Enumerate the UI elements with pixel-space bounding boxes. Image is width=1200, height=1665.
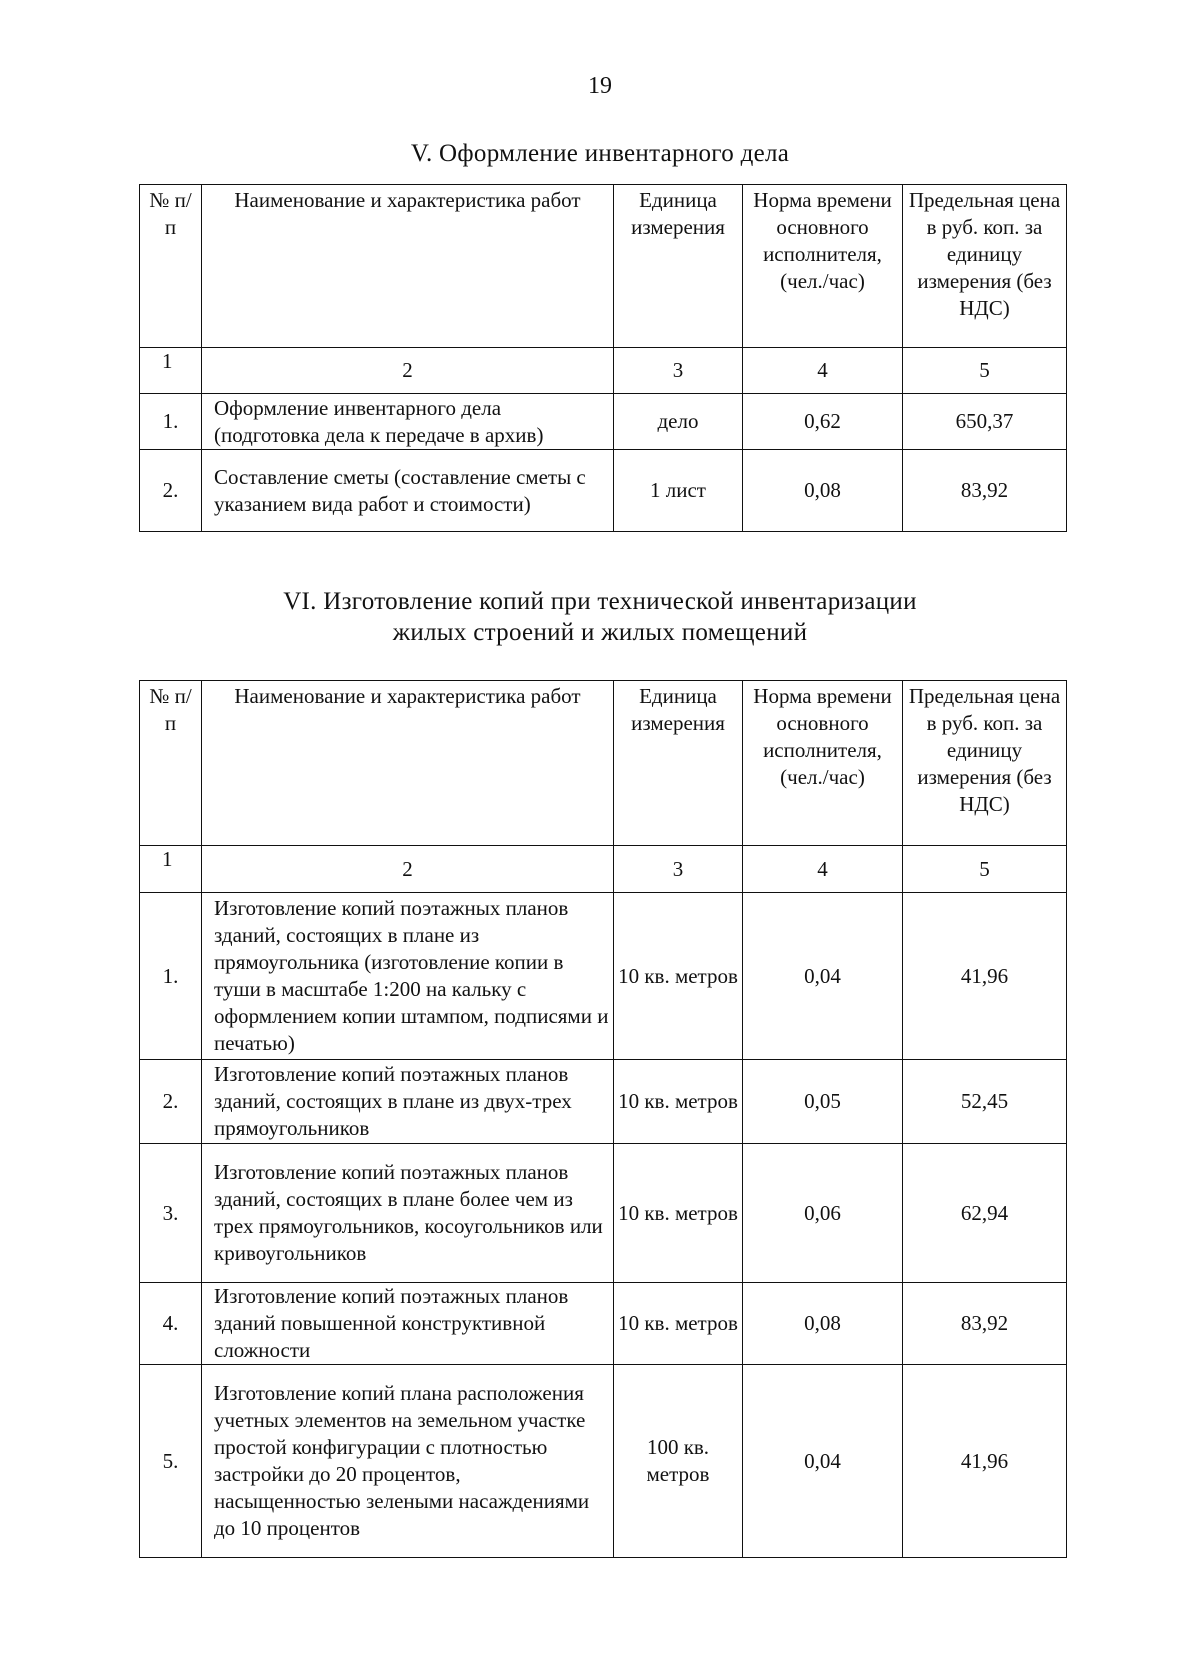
table-row [140, 893, 1067, 1060]
page-number: 19 [588, 73, 612, 99]
column-number: 2 [202, 348, 614, 394]
header-unit: Единица измерения [614, 681, 743, 846]
row-unit: 1 лист [614, 450, 743, 532]
row-name: Изготовление копий поэтажных планов зданий, состоящих в плане более чем из трех прямоугольников, косоугольников или кривоугольников [202, 1144, 614, 1283]
table-row [140, 1144, 1067, 1283]
row-name: Изготовление копий плана расположения учетных элементов на земельном участке простой конфигурации с плотностью застройки до 20 процентов, насыщенностью зелеными насаждениями до 10 процентов [202, 1365, 614, 1558]
row-norm: 0,08 [743, 450, 903, 532]
section-6-title [0, 586, 1200, 648]
row-norm: 0,08 [743, 1283, 903, 1365]
row-price: 83,92 [903, 1283, 1067, 1365]
row-price: 83,92 [903, 450, 1067, 532]
header-no: № п/п [140, 681, 202, 846]
row-norm: 0,04 [743, 893, 903, 1060]
section-6-title-line: жилых строений и жилых помещений [392, 619, 808, 646]
header-price: Предельная цена в руб. коп. за единицу измерения (без НДС) [903, 681, 1067, 846]
header-name: Наименование и характеристика работ [202, 185, 614, 348]
row-price: 41,96 [903, 893, 1067, 1060]
column-number: 4 [743, 846, 903, 893]
column-number: 1 [140, 846, 202, 893]
table-header-row [140, 681, 1067, 846]
row-unit: 10 кв. метров [614, 1283, 743, 1365]
row-no: 1. [140, 394, 202, 450]
column-number: 5 [903, 348, 1067, 394]
section-5-title [0, 138, 1200, 169]
header-norm: Норма времени основного исполнителя, (чел./час) [743, 681, 903, 846]
header-price: Предельная цена в руб. коп. за единицу измерения (без НДС) [903, 185, 1067, 348]
column-number: 2 [202, 846, 614, 893]
row-price: 41,96 [903, 1365, 1067, 1558]
row-name: Составление сметы (составление сметы с указанием вида работ и стоимости) [202, 450, 614, 532]
row-price: 52,45 [903, 1060, 1067, 1144]
row-no: 2. [140, 1060, 202, 1144]
column-number: 5 [903, 846, 1067, 893]
row-name: Изготовление копий поэтажных планов зданий, состоящих в плане из прямоугольника (изготовление копии в туши в масштабе 1:200 на кальку с оформлением копии штампом, подписями и печатью) [202, 893, 614, 1060]
section-6-table [139, 680, 1067, 1558]
row-price: 62,94 [903, 1144, 1067, 1283]
table-header-row [140, 185, 1067, 348]
column-numbers-row [140, 846, 1067, 893]
table-row [140, 1365, 1067, 1558]
row-norm: 0,04 [743, 1365, 903, 1558]
section-5-table [139, 184, 1067, 532]
table-row [140, 1060, 1067, 1144]
table-row [140, 1283, 1067, 1365]
row-name: Изготовление копий поэтажных планов зданий повышенной конструктивной сложности [202, 1283, 614, 1365]
row-norm: 0,62 [743, 394, 903, 450]
row-name: Изготовление копий поэтажных планов зданий, состоящих в плане из двух-трех прямоугольников [202, 1060, 614, 1144]
header-unit: Единица измерения [614, 185, 743, 348]
column-number: 4 [743, 348, 903, 394]
table-row [140, 450, 1067, 532]
row-no: 3. [140, 1144, 202, 1283]
table-row [140, 394, 1067, 450]
header-norm: Норма времени основного исполнителя, (чел./час) [743, 185, 903, 348]
row-norm: 0,06 [743, 1144, 903, 1283]
row-no: 4. [140, 1283, 202, 1365]
row-name: Оформление инвентарного дела (подготовка дела к передаче в архив) [202, 394, 614, 450]
column-number: 1 [140, 348, 202, 394]
row-norm: 0,05 [743, 1060, 903, 1144]
row-unit: 10 кв. метров [614, 1144, 743, 1283]
column-numbers-row [140, 348, 1067, 394]
row-unit: 100 кв. метров [614, 1365, 743, 1558]
row-unit: дело [614, 394, 743, 450]
header-name: Наименование и характеристика работ [202, 681, 614, 846]
column-number: 3 [614, 846, 743, 893]
header-no: № п/п [140, 185, 202, 348]
column-number: 3 [614, 348, 743, 394]
row-unit: 10 кв. метров [614, 893, 743, 1060]
row-no: 5. [140, 1365, 202, 1558]
row-unit: 10 кв. метров [614, 1060, 743, 1144]
section-6-title-line: VI. Изготовление копий при технической инвентаризации [283, 588, 917, 615]
row-no: 1. [140, 893, 202, 1060]
row-price: 650,37 [903, 394, 1067, 450]
section-5-title-line: V. Оформление инвентарного дела [410, 140, 790, 167]
row-no: 2. [140, 450, 202, 532]
